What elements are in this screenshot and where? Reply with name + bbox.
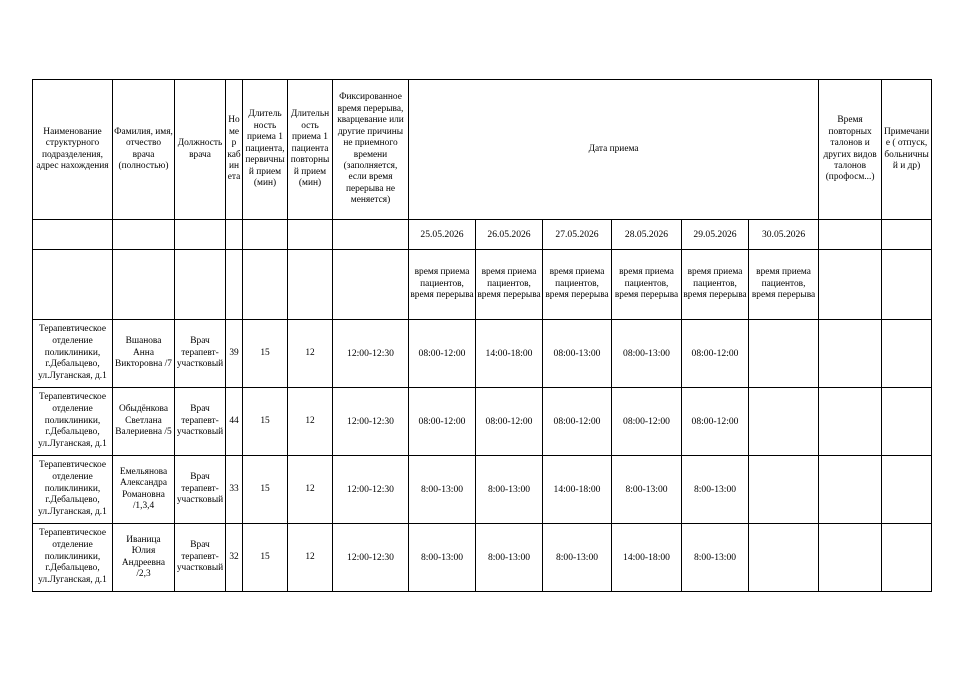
time-cell: 08:00-12:00 — [476, 388, 543, 456]
room-cell: 32 — [226, 524, 243, 592]
position-cell: Врач терапевт-участковый — [175, 388, 226, 456]
header-repeat-coupons: Время повторных талонов и других видов талонов (профосм...) — [819, 80, 882, 220]
empty-cell — [175, 220, 226, 250]
time-cell: 08:00-13:00 — [543, 320, 612, 388]
time-cell: 08:00-12:00 — [409, 320, 476, 388]
break-cell: 12:00-12:30 — [333, 524, 409, 592]
doctor-cell: Иваница Юлия Андреевна /2,3 — [113, 524, 175, 592]
coupons-cell — [819, 524, 882, 592]
date-cell: 30.05.2026 — [749, 220, 819, 250]
date-cell: 27.05.2026 — [543, 220, 612, 250]
header-room: Номер кабинета — [226, 80, 243, 220]
time-cell: 8:00-13:00 — [409, 456, 476, 524]
notes-cell — [882, 388, 932, 456]
table-row — [33, 388, 932, 456]
time-cell: 08:00-12:00 — [612, 388, 682, 456]
department-cell: Терапевтическое отделение поликлиники, г.Дебальцево, ул.Луганская, д.1 — [33, 456, 113, 524]
empty-cell — [33, 220, 113, 250]
department-cell: Терапевтическое отделение поликлиники, г.Дебальцево, ул.Луганская, д.1 — [33, 388, 113, 456]
time-cell — [749, 524, 819, 592]
primary-duration-cell: 15 — [243, 320, 288, 388]
dates-row — [33, 220, 932, 250]
table-row — [33, 320, 932, 388]
empty-cell — [113, 220, 175, 250]
time-cell — [749, 456, 819, 524]
position-cell: Врач терапевт-участковый — [175, 456, 226, 524]
break-cell: 12:00-12:30 — [333, 388, 409, 456]
notes-cell — [882, 456, 932, 524]
sub-label-cell: время приема пациентов, время перерыва — [682, 250, 749, 320]
position-cell: Врач терапевт-участковый — [175, 524, 226, 592]
time-cell: 08:00-12:00 — [682, 320, 749, 388]
empty-cell — [333, 220, 409, 250]
empty-cell — [333, 250, 409, 320]
time-cell — [749, 320, 819, 388]
time-cell: 8:00-13:00 — [682, 524, 749, 592]
date-cell: 28.05.2026 — [612, 220, 682, 250]
time-cell: 08:00-12:00 — [543, 388, 612, 456]
empty-cell — [243, 220, 288, 250]
repeat-duration-cell: 12 — [288, 524, 333, 592]
time-cell: 14:00-18:00 — [543, 456, 612, 524]
sub-label-cell: время приема пациентов, время перерыва — [749, 250, 819, 320]
repeat-duration-cell: 12 — [288, 388, 333, 456]
header-date-group: Дата приема — [409, 80, 819, 220]
header-repeat-duration: Длительность приема 1 пациента повторный прием (мин) — [288, 80, 333, 220]
empty-cell — [288, 250, 333, 320]
empty-cell — [882, 250, 932, 320]
sub-label-cell: время приема пациентов, время перерыва — [612, 250, 682, 320]
primary-duration-cell: 15 — [243, 388, 288, 456]
empty-cell — [175, 250, 226, 320]
sub-label-cell: время приема пациентов, время перерыва — [409, 250, 476, 320]
empty-cell — [33, 250, 113, 320]
room-cell: 44 — [226, 388, 243, 456]
time-cell — [749, 388, 819, 456]
empty-cell — [243, 250, 288, 320]
empty-cell — [882, 220, 932, 250]
empty-cell — [226, 220, 243, 250]
department-cell: Терапевтическое отделение поликлиники, г.Дебальцево, ул.Луганская, д.1 — [33, 524, 113, 592]
position-cell: Врач терапевт-участковый — [175, 320, 226, 388]
date-cell: 29.05.2026 — [682, 220, 749, 250]
coupons-cell — [819, 320, 882, 388]
subheader-row — [33, 250, 932, 320]
notes-cell — [882, 524, 932, 592]
room-cell: 39 — [226, 320, 243, 388]
table-row — [33, 456, 932, 524]
header-primary-duration: Длитель ность приема 1 пациента, первичный прием (мин) — [243, 80, 288, 220]
empty-cell — [819, 250, 882, 320]
time-cell: 8:00-13:00 — [409, 524, 476, 592]
date-cell: 26.05.2026 — [476, 220, 543, 250]
room-cell: 33 — [226, 456, 243, 524]
doctor-cell: Обыдёнкова Светлана Валериевна /5 — [113, 388, 175, 456]
time-cell: 8:00-13:00 — [543, 524, 612, 592]
doctor-cell: Вшанова Анна Викторовна /7 — [113, 320, 175, 388]
time-cell: 08:00-12:00 — [682, 388, 749, 456]
coupons-cell — [819, 456, 882, 524]
header-row — [33, 80, 932, 220]
time-cell: 08:00-13:00 — [612, 320, 682, 388]
time-cell: 08:00-12:00 — [409, 388, 476, 456]
time-cell: 8:00-13:00 — [682, 456, 749, 524]
doctor-cell: Емельянова Александра Романовна /1,3,4 — [113, 456, 175, 524]
department-cell: Терапевтическое отделение поликлиники, г.Дебальцево, ул.Луганская, д.1 — [33, 320, 113, 388]
table-row — [33, 524, 932, 592]
repeat-duration-cell: 12 — [288, 456, 333, 524]
primary-duration-cell: 15 — [243, 524, 288, 592]
time-cell: 8:00-13:00 — [612, 456, 682, 524]
sub-label-cell: время приема пациентов, время перерыва — [543, 250, 612, 320]
time-cell: 8:00-13:00 — [476, 456, 543, 524]
time-cell: 8:00-13:00 — [476, 524, 543, 592]
time-cell: 14:00-18:00 — [612, 524, 682, 592]
empty-cell — [226, 250, 243, 320]
coupons-cell — [819, 388, 882, 456]
sub-label-cell: время приема пациентов, время перерыва — [476, 250, 543, 320]
empty-cell — [288, 220, 333, 250]
empty-cell — [819, 220, 882, 250]
break-cell: 12:00-12:30 — [333, 320, 409, 388]
repeat-duration-cell: 12 — [288, 320, 333, 388]
notes-cell — [882, 320, 932, 388]
header-doctor-name: Фамилия, имя, отчество врача (полностью) — [113, 80, 175, 220]
header-department: Наименование структурного подразделения, адрес нахождения — [33, 80, 113, 220]
time-cell: 14:00-18:00 — [476, 320, 543, 388]
header-notes: Примечание ( отпуск, больничный и др) — [882, 80, 932, 220]
date-cell: 25.05.2026 — [409, 220, 476, 250]
header-position: Должность врача — [175, 80, 226, 220]
break-cell: 12:00-12:30 — [333, 456, 409, 524]
schedule-table — [32, 79, 932, 592]
empty-cell — [113, 250, 175, 320]
header-fixed-break: Фиксированное время перерыва, кварцевание или другие причины не приемного времени (заполняется, если время перерыва не меняется) — [333, 80, 409, 220]
primary-duration-cell: 15 — [243, 456, 288, 524]
